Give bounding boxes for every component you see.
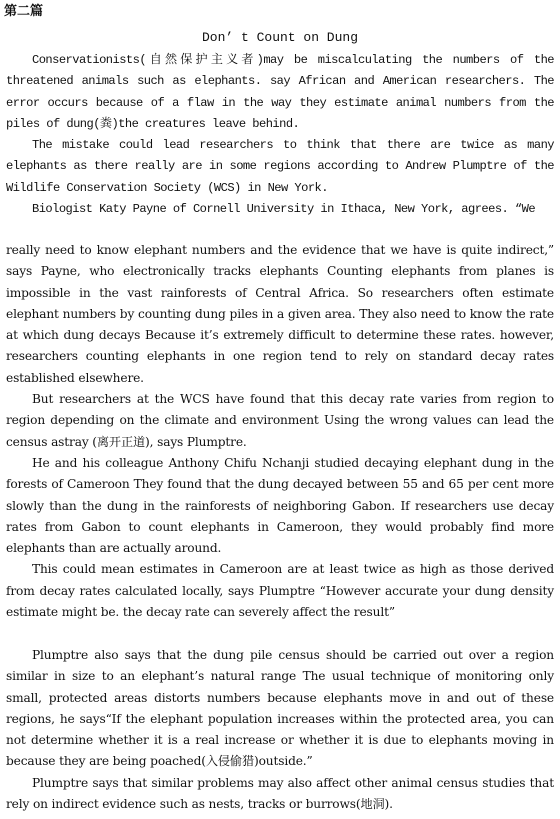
paragraph-5: But researchers at the WCS have found that this decay rate varies from region to region depending on the climate and environment Using the wrong values can lead the census astray (离开正道), says Plumptre. (6, 392, 554, 449)
text-block-2 (0, 240, 560, 623)
text-block-3 (0, 645, 560, 815)
text-block-1 (0, 50, 560, 220)
paragraph-9: Plumptre says that similar problems may also affect other animal census studies that rely on indirect evidence such as nests, tracks or burrows(地洞). (6, 775, 554, 812)
article-title: Don’ t Count on Dung (201, 30, 359, 45)
paragraph-4: really need to know elephant numbers and the evidence that we have is quite indirect,” says Payne, who electronically tracks elephants Counting elephants from planes is impossible in the vast rainforests of Central Africa. So researchers often estimate elephant numbers by counting dung piles in a given area. They also need to know the rate at which dung decays Because it’s extremely difficult to determine these rates. however, researchers counting elephants in one region tend to rely on standard decay rates established elsewhere. (6, 243, 554, 385)
paragraph-2: The mistake could lead researchers to think that there are twice as many elephants as there really are in some regions according to Andrew Plumptre of the Wildlife Conservation Society (WCS) in New York. (6, 138, 554, 195)
section-label: 第二篇 (4, 4, 44, 19)
paragraph-3: Biologist Katy Payne of Cornell University in Ithaca, New York, agrees. “We (32, 202, 536, 217)
paragraph-7: This could mean estimates in Cameroon are at least twice as high as those derived from decay rates calculated locally, says Plumptre “However accurate your dung density estimate might be. the decay rate can severely affect the result” (6, 562, 554, 620)
paragraph-8: Plumptre also says that the dung pile census should be carried out over a region similar in size to an elephant’s natural range The usual technique of monitoring only small, protected areas distorts numbers because elephants move in and out of these regions, he says“If the elephant population increases within the protected area, you can not determine whether it is a real increase or whether it is due to elephants moving in because they are being poached(入侵偷猎)outside.” (6, 648, 554, 769)
paragraph-1: Conservationists(自然保护主义者)may be miscalculating the numbers of the threatened animals such as elephants. say African and American researchers. The error occurs because of a flaw in the way they estimate animal numbers from the piles of dung(粪)the creatures leave behind. (6, 53, 554, 131)
paragraph-6: He and his colleague Anthony Chifu Nchanji studied decaying elephant dung in the forests of Cameroon They found that the dung decayed between 55 and 65 per cent more slowly than the dung in the rainforests of neighboring Gabon. If researchers use decay rates from Gabon to count elephants in Cameroon, they would probably find more elephants than are actually around. (6, 455, 554, 556)
